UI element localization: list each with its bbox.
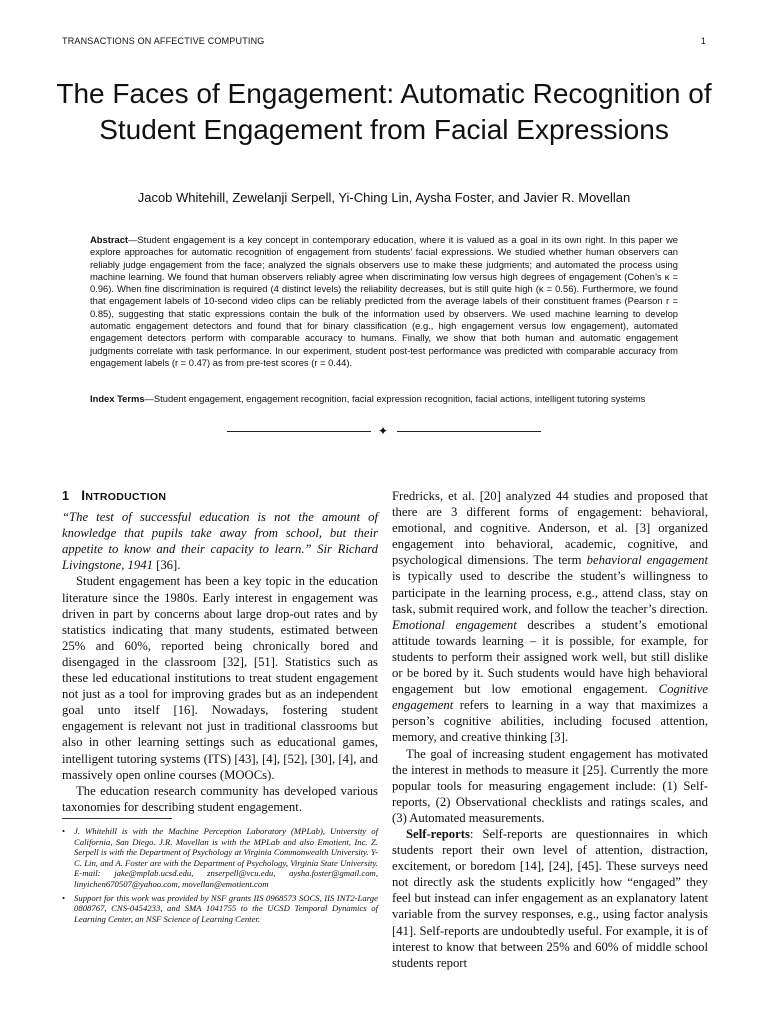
section-title-rest: NTRODUCTION — [85, 491, 167, 503]
term-emotional-engagement: Emotional engagement — [392, 617, 517, 632]
epigraph-text: “The test of successful education is not the amount of knowledge that pupils take away from school, but their appetite to know and their capacity to learn.” Sir Richard Livingstone, 1941 — [62, 510, 378, 573]
index-terms — [90, 393, 678, 405]
abstract-text: —Student engagement is a key concept in contemporary education, where it is valued as a goal in its own right. In this paper we explore approaches for automatic recognition of engagement from students’ facial expressions. We studied whether human observers can reliably judge engagement from the face; analyzed the signals observers use to make these judgments; and automated the process using machine learning. We found that human observers reliably agree when discriminating low versus high degrees of engagement (Cohen’s κ = 0.96). When fine discrimination is required (4 distinct levels) the reliability decreases, but is still quite high (κ = 0.56). Furthermore, we found that engagement labels of 10-second video clips can be reliably predicted from the average labels of their constituent frames (Pearson r = 0.85), suggesting that static expressions contain the bulk of the information used by observers. We used machine learning to develop automatic engagement detectors and found that for binary classification (e.g., high engagement versus low engagement), automated engagement detectors perform with comparable accuracy to humans. Finally, we show that both human and automatic engagement judgments correlate with task performance. In our experiment, student post-test performance was predicted with comparable accuracy from engagement labels (r = 0.47) as from pre-test scores (r = 0.44). — [90, 234, 678, 368]
abstract-label: Abstract — [90, 234, 129, 245]
text-run: refers to learning in a way that maximizes a person’s cognitive abilities, including focused attention, memory, and creative thinking [3]. — [392, 698, 708, 745]
running-header — [62, 36, 706, 46]
self-reports-label: Self-reports — [406, 826, 470, 841]
left-column — [62, 488, 378, 815]
index-terms-text: —Student engagement, engagement recognition, facial expression recognition, facial actions, intelligent tutoring systems — [144, 393, 646, 404]
self-reports-text: : Self-reports are questionnaires in which students report their own level of attention, distraction, excitement, or boredom [14], [24], [45]. These surveys need not directly ask the students explicitly how “engaged” they feel but instead can infer engagement as an explanatory latent variable from the survey responses, e.g., using factor analysis [41]. Self-reports are undoubtedly useful. For example, it is of interest to know that between 25% and 60% of middle school students report — [392, 826, 708, 970]
section-title-initial: I — [81, 488, 86, 503]
term-behavioral-engagement: behavioral engagement — [586, 553, 709, 568]
separator-line-right — [397, 431, 541, 432]
text-run: describes a student’s emotional attitude towards learning – it is possible, for example, for students to perform their assigned work well, but still dislike or be bored by it. Such students would have high behavioral engagement but low emotional engagement. — [392, 617, 708, 697]
text-run: is typically used to describe the student’s willingness to participate in the learning process, e.g., attend class, stay on task, submit required work, and follow the teacher’s direction. — [392, 569, 708, 616]
abstract — [90, 234, 678, 369]
right-column — [392, 488, 708, 971]
page-number: 1 — [700, 36, 706, 46]
section-number: 1 — [62, 489, 70, 503]
footnote-rule — [62, 818, 172, 819]
section-heading-introduction — [62, 488, 378, 505]
author-list: Jacob Whitehill, Zewelanji Serpell, Yi-Ching Lin, Aysha Foster, and Javier R. Movellan — [137, 190, 631, 205]
right-paragraph-1 — [392, 488, 708, 746]
separator-line-left — [227, 431, 371, 432]
index-terms-label: Index Terms — [90, 393, 145, 404]
right-paragraph-2: The goal of increasing student engagement has motivated the interest in methods to measure it [25]. Currently the more popular tools for measuring engagement include: (1) Self-reports, (2) Observational checklists and ratings scales, and (3) Automated measurements. — [392, 746, 708, 825]
footnote-funding: • Support for this work was provided by NSF grants IIS 0968573 SOCS, IIS INT2-Large 0808767, CNS-0454233, and SMA 1041755 to the UCSD Temporal Dynamics of Learning Center, an NSF Science of Learning Center. — [62, 893, 378, 925]
separator-diamond-icon: ✦ — [378, 424, 389, 438]
intro-paragraph-2: The education research community has developed various taxonomies for describing student engagement. — [62, 783, 378, 814]
paper-title: The Faces of Engagement: Automatic Recognition of Student Engagement from Facial Expressions — [56, 78, 712, 145]
epigraph-citation: [36]. — [152, 558, 181, 573]
epigraph-quote — [62, 509, 378, 573]
journal-name: TRANSACTIONS ON AFFECTIVE COMPUTING — [62, 36, 265, 46]
footnotes — [62, 826, 378, 927]
term-cognitive-engagement: Cognitive engagement — [392, 682, 708, 713]
intro-paragraph-1: Student engagement has been a key topic in the education literature since the 1980s. Early interest in engagement was driven in part by concerns about large drop-out rates and by statistics indicating that many students, estimated between 25% and 60%, reported being chronically bored and disengaged in the classroom [32], [51]. Statistics such as these led educational institutions to treat student engagement not just as a tool for improving grades but as an independent goal unto itself [16]. Nowadays, fostering student engagement is relevant not just in traditional classrooms but also in other learning settings such as educational games, intelligent tutoring systems (ITS) [43], [4], [52], [30], [4], and massively open online courses (MOOCs). — [62, 574, 378, 782]
section-separator — [0, 424, 768, 438]
text-run: Fredricks, et al. [20] analyzed 44 studies and proposed that there are 3 different forms of engagement: behavioral, emotional, and cognitive. Anderson, et al. [3] organized engagement into behavioral, academic, cognitive, and psychological dimensions. The term — [392, 489, 708, 568]
footnote-affiliations: • J. Whitehill is with the Machine Perception Laboratory (MPLab), University of California, San Diego. J.R. Movellan is with the MPLab and also Emotient, Inc. Z. Serpell is with the Department of Psychology at Virginia Commonwealth University. Y-C. Lin, and A. Foster are with the Department of Psychology, Virginia State University. E-mail: jake@mplab.ucsd.edu, znserpell@vcu.edu, aysha.foster@gmail.com, linyichen670507@yahoo.com, movellan@emotient.com — [62, 826, 378, 890]
right-paragraph-3 — [392, 826, 708, 971]
